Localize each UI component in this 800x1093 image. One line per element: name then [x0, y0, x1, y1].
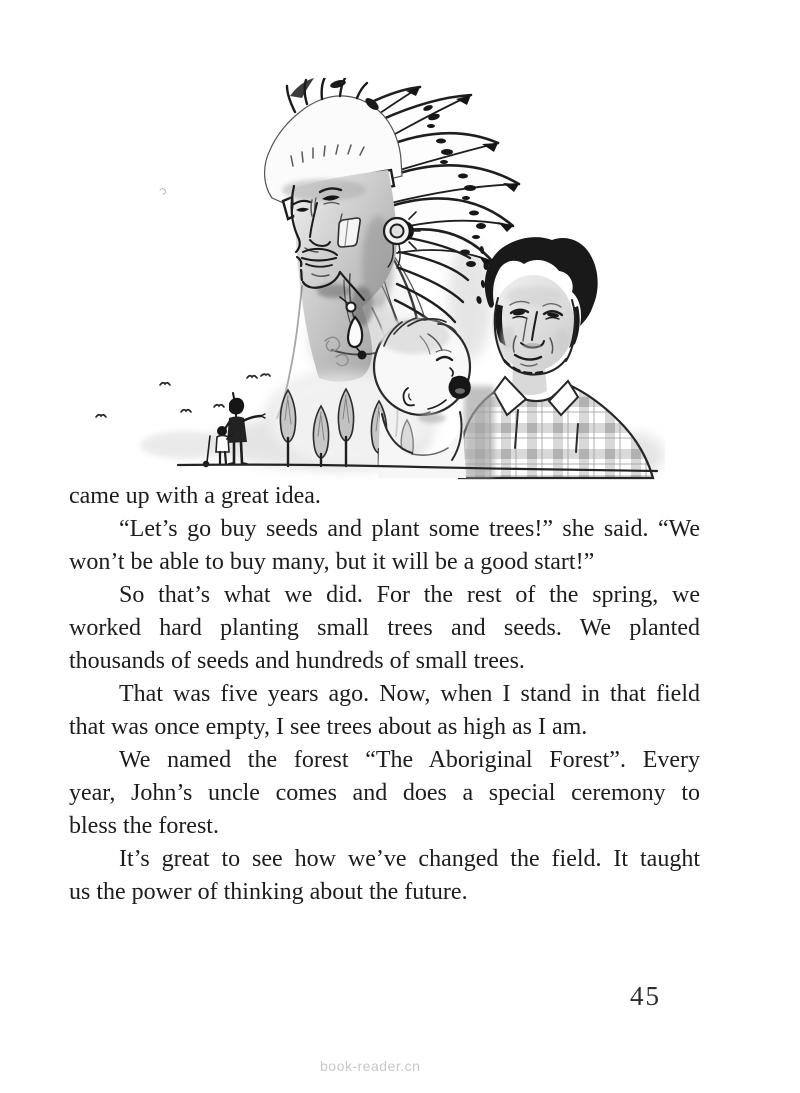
story-line: won’t be able to buy many, but it will be a good start!” [69, 549, 595, 575]
cheek-patch [338, 218, 360, 247]
baby-figure [374, 318, 471, 478]
story-line: “Let’s go buy seeds and plant some trees!” she said. “We [119, 516, 700, 542]
story-illustration [90, 78, 665, 480]
story-line: bless the forest. [69, 813, 219, 839]
story-line: We named the forest “The Aboriginal Forest”. Every [119, 747, 700, 773]
story-line: So that’s what we did. For the rest of the spring, we [119, 582, 700, 608]
story-line: that was once empty, I see trees about as high as I am. [69, 714, 588, 740]
birds [96, 189, 270, 418]
story-line: worked hard planting small trees and seeds. We planted [69, 615, 700, 641]
story-line: That was five years ago. Now, when I stand in that field [119, 681, 700, 707]
story-text [69, 480, 700, 909]
story-line: came up with a great idea. [69, 483, 321, 509]
watermark: book-reader.cn [320, 1058, 421, 1074]
story-line: us the power of thinking about the future. [69, 879, 468, 905]
page-number: 45 [630, 981, 661, 1011]
story-line: It’s great to see how we’ve changed the field. It taught [119, 846, 700, 872]
story-line: year, John’s uncle comes and does a special ceremony to [69, 780, 700, 806]
story-line: thousands of seeds and hundreds of small trees. [69, 648, 525, 674]
